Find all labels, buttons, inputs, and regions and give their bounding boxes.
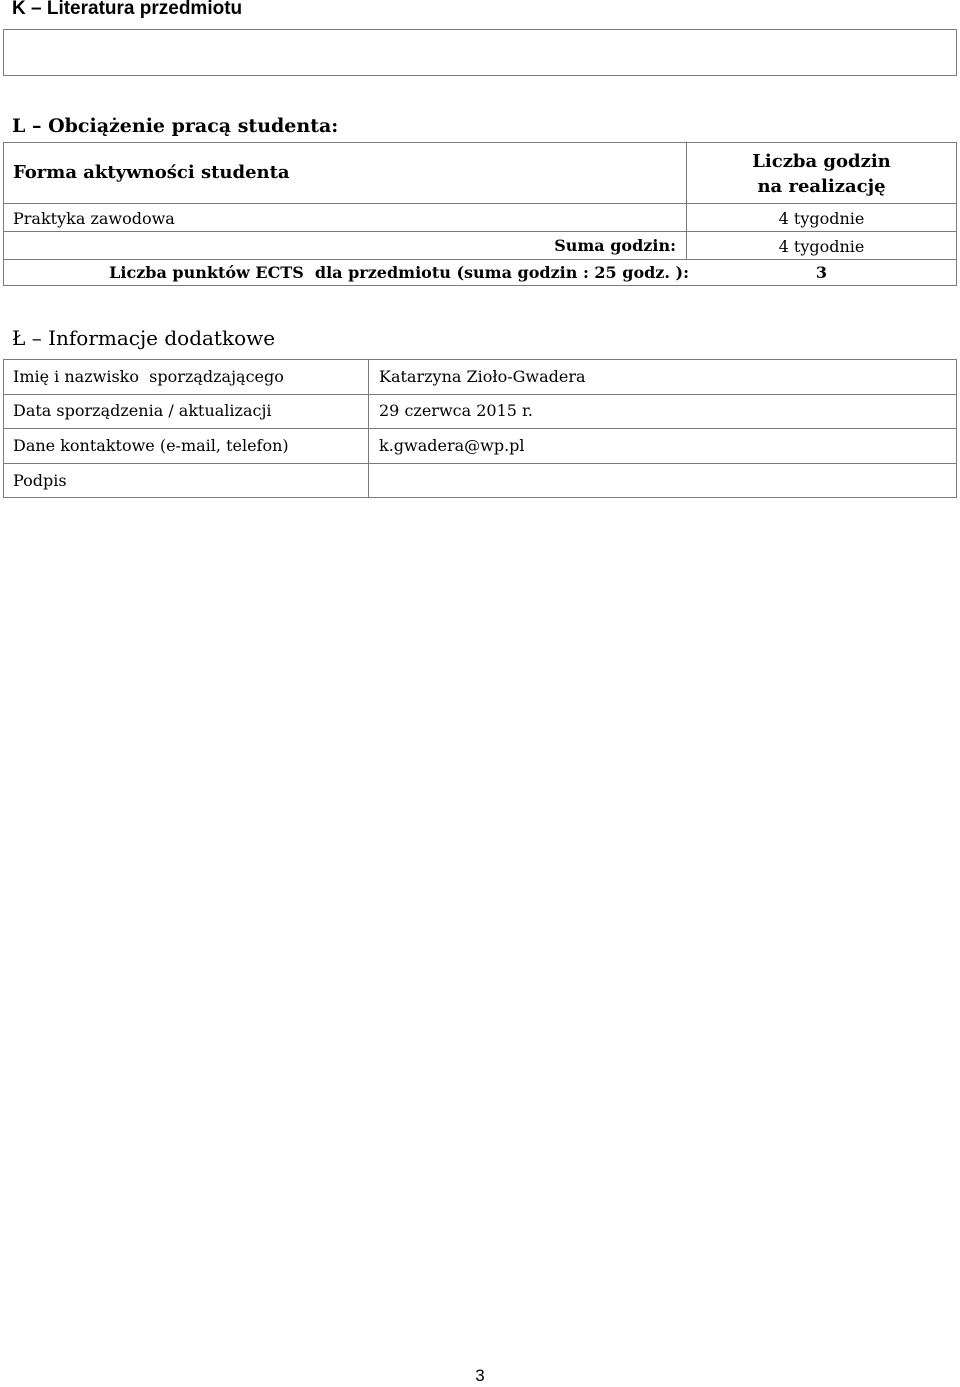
literature-box: [3, 29, 957, 76]
header-activity-form: Forma aktywności studenta: [13, 162, 290, 183]
section-ll-title: Ł – Informacje dodatkowe: [12, 326, 276, 350]
author-value: Katarzyna Zioło-Gwadera: [379, 367, 586, 386]
row-activity-value: 4 tygodnie: [778, 209, 865, 228]
header-hours-line1: Liczba godzin: [752, 151, 891, 172]
ects-label: Liczba punktów ECTS dla przedmiotu (suma godzin : 25 godz. ):: [109, 263, 689, 282]
sum-value: 4 tygodnie: [778, 237, 865, 256]
page-number: 3: [475, 1366, 485, 1385]
row-activity-label: Praktyka zawodowa: [13, 209, 175, 228]
sum-label: Suma godzin:: [554, 236, 676, 255]
contact-value: k.gwadera@wp.pl: [379, 436, 525, 455]
date-value: 29 czerwca 2015 r.: [379, 401, 534, 420]
section-k-title: K – Literatura przedmiotu: [12, 0, 243, 19]
header-hours: [686, 149, 957, 199]
author-label: Imię i nazwisko sporządzającego: [13, 367, 284, 386]
ects-value: 3: [815, 263, 828, 282]
header-hours-line2: na realizację: [757, 176, 886, 197]
signature-label: Podpis: [13, 471, 67, 490]
date-label: Data sporządzenia / aktualizacji: [13, 401, 272, 420]
contact-label: Dane kontaktowe (e-mail, telefon): [13, 436, 289, 455]
section-l-title: L – Obciążenie pracą studenta:: [12, 115, 339, 137]
workload-table: [3, 142, 957, 286]
additional-info-table: [3, 359, 957, 498]
